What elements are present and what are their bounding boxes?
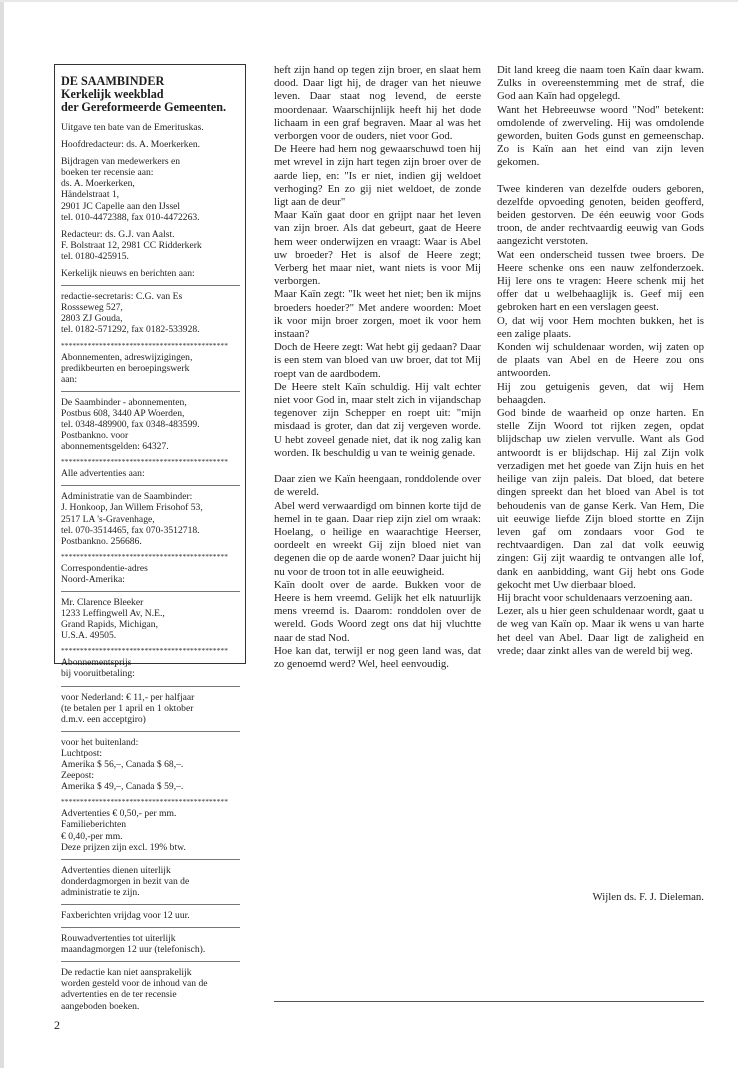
colophon-line: tel. 0348-489900, fax 0348-483599. xyxy=(61,418,200,430)
colophon-line: boeken ter recensie aan: xyxy=(61,167,154,179)
bottom-rule xyxy=(274,1001,704,1002)
colophon-line: worden gesteld voor de inhoud van de xyxy=(61,978,208,990)
colophon-line: tel. 010-4472388, fax 010-4472263. xyxy=(61,211,200,223)
colophon-divider xyxy=(61,485,240,486)
colophon-line: aan: xyxy=(61,373,77,385)
colophon-block xyxy=(61,737,240,792)
colophon-box xyxy=(54,64,246,1012)
article-signature: Wijlen ds. F. J. Dieleman. xyxy=(592,891,704,903)
article-paragraph: De Heere stelt Kaïn schuldig. Hij valt echter niet voor God in, maar stelt zich in vijandschap tegenover zijn Schepper en roept uit: "mijn misdaad is groter, dan dat zij vergeven worde. U hebt zoveel genade niet, dat ik nog zalig kan worden. Ik beschuldig u van te weinig genade. xyxy=(274,380,481,459)
article-paragraph: Maar Kaïn gaat door en grijpt naar het leven van zijn broer. Als dat gebeurt, gaat de Heere hem weer onderwijzen en vraagt: Waar is Abel uw broeder? Het is alsof de Heere zegt; Verberg het maar niet, want niets is voor Mij verborgen. xyxy=(274,209,481,288)
page-top-edge xyxy=(0,0,738,2)
colophon-divider xyxy=(61,731,240,732)
colophon-block xyxy=(61,491,240,546)
colophon-line: Bijdragen van medewerkers en xyxy=(61,156,181,168)
article-paragraph: De Heere had hem nog gewaarschuwd toen hij met wrevel in zijn hart tegen zijn broer over de aarde liep, en: "Is er niet, indien gij weldoet verhoging? En zo gij niet weldoet, de zonde ligt aan de deur" xyxy=(274,143,481,209)
colophon-block xyxy=(61,229,240,262)
article-paragraph: Daar zien we Kaïn heengaan, ronddolende over de wereld. xyxy=(274,473,481,499)
article-paragraph: heft zijn hand op tegen zijn broer, en slaat hem dood. Daar ligt hij, de drager van het nieuwe leven. Daar staat nog levend, de eerste moordenaar. Waarschijnlijk heeft hij het dode lichaam in een graf begraven. Maar al was het verborgen voor de ouders, niet voor God. xyxy=(274,64,481,143)
colophon-block xyxy=(61,291,240,335)
colophon-star-divider: ******************************************** xyxy=(61,457,228,467)
colophon-block xyxy=(61,122,240,133)
colophon-line: Uitgave ten bate van de Emerituskas. xyxy=(61,122,204,133)
colophon-line: abonnementsgelden: 64327. xyxy=(61,441,169,453)
colophon-line: ds. A. Moerkerken, xyxy=(61,178,135,190)
colophon-line: Rouwadvertenties tot uiterlijk xyxy=(61,933,176,945)
colophon-line: Zeepost: xyxy=(61,770,95,782)
colophon-line: Redacteur: ds. G.J. van Aalst. xyxy=(61,228,175,240)
colophon-block xyxy=(61,967,240,1011)
article-paragraph: Dit land kreeg die naam toen Kaïn daar kwam. Zulks in overeenstemming met de straf, die God aan Kaïn had opgelegd. xyxy=(497,64,704,103)
colophon-line: Luchtpost: xyxy=(61,747,103,759)
colophon-line: 2517 LA 's-Gravenhage, xyxy=(61,513,155,525)
colophon-line: tel. 070-3514465, fax 070-3512718. xyxy=(61,524,200,536)
colophon-block xyxy=(61,597,240,641)
article-paragraph: Konden wij schuldenaar worden, wij zaten op de plaats van Abel en de Heere zou ons antwoorden. xyxy=(497,341,704,380)
colophon-line: bij vooruitbetaling: xyxy=(61,668,135,680)
colophon-line: redactie-secretaris: C.G. van Es xyxy=(61,291,183,303)
colophon-block xyxy=(61,865,240,898)
colophon-title-line: Kerkelijk weekblad xyxy=(61,87,164,101)
colophon-line: advertenties en de ter recensie xyxy=(61,989,177,1001)
colophon-line: 1233 Leffingwell Av, N.E., xyxy=(61,608,165,620)
colophon-line: tel. 0180-425915. xyxy=(61,250,129,262)
colophon-line: Postbankno. 256686. xyxy=(61,535,142,547)
colophon-line: Rossseweg 527, xyxy=(61,302,123,314)
colophon-line: Postbus 608, 3440 AP Woerden, xyxy=(61,407,185,419)
colophon-line: De redactie kan niet aansprakelijk xyxy=(61,967,192,979)
colophon-block xyxy=(61,139,240,150)
colophon-line: Postbankno. voor xyxy=(61,430,129,442)
colophon-block xyxy=(61,692,240,725)
colophon-line: Advertenties dienen uiterlijk xyxy=(61,864,171,876)
colophon-block xyxy=(61,468,240,479)
colophon-line: Mr. Clarence Bleeker xyxy=(61,597,144,608)
colophon-block xyxy=(61,268,240,279)
colophon-line: maandagmorgen 12 uur (telefonisch). xyxy=(61,944,206,956)
colophon-block xyxy=(61,808,240,852)
article-paragraph: O, dat wij voor Hem mochten bukken, het is een zalige plaats. xyxy=(497,314,704,340)
colophon-block xyxy=(61,156,240,223)
article-paragraph: Hij bracht voor schuldenaars verzoening aan. xyxy=(497,591,693,604)
colophon-block xyxy=(61,910,240,921)
colophon-title xyxy=(61,75,240,114)
article-paragraph: Kaïn doolt over de aarde. Bukken voor de Heere is hem vreemd. Gelijk het elk natuurlijk mens vreemd is. Daarom: ronddolen over de wereld. Gods Woord zegt ons dat hij vluchtte naar de stad Nod. xyxy=(274,578,481,644)
colophon-line: administratie te zijn. xyxy=(61,886,140,898)
colophon-block xyxy=(61,933,240,955)
colophon-line: F. Bolstraat 12, 2981 CC Ridderkerk xyxy=(61,239,202,251)
colophon-line: U.S.A. 49505. xyxy=(61,630,117,642)
colophon-line: Händelstraat 1, xyxy=(61,189,120,201)
colophon-line: Noord-Amerika: xyxy=(61,573,125,585)
article-paragraph: God binde de waarheid op onze harten. En stelle Zijn Woord tot rijken zegen, opdat blijdschap uw zielen vervulle. Want als God antwoordt is er blijdschap. Hij zal Zijn volk verzadigen met het goede van Zijn huis en het heilige van zijn paleis. Dat bloed, dat betere dingen spreekt dan het bloed van Abel is tot behoudenis van de ganse Kerk. Van Hem, Die uit eeuwige liefde Zijn bloed stortte en Zijn leven gaf om zondaars voor God te rechtvaardigen. Dan zal dat volk eeuwig zingen: Gij zijt waardig te ontvangen alle lof, dank en aanbidding, want Gij hebt ons Gode gekocht met Uw dierbaar bloed. xyxy=(497,407,704,591)
colophon-line: Deze prijzen zijn excl. 19% btw. xyxy=(61,841,186,853)
colophon-star-divider: ******************************************** xyxy=(61,797,228,807)
colophon-block xyxy=(61,563,240,585)
colophon-line: Administratie van de Saambinder: xyxy=(61,491,193,503)
colophon-block xyxy=(61,397,240,452)
colophon-line: (te betalen per 1 april en 1 oktober xyxy=(61,702,194,714)
colophon-title-line: DE SAAMBINDER xyxy=(61,74,165,88)
colophon-line: Grand Rapids, Michigan, xyxy=(61,619,158,631)
colophon-line: voor Nederland: € 11,- per halfjaar xyxy=(61,691,195,703)
colophon-line: De Saambinder - abonnementen, xyxy=(61,396,187,408)
colophon-line: aangeboden boeken. xyxy=(61,1000,140,1012)
colophon-line: tel. 0182-571292, fax 0182-533928. xyxy=(61,324,200,336)
article-paragraph: Hij zou getuigenis geven, dat wij Hem behaagden. xyxy=(497,380,704,406)
colophon-blocks xyxy=(61,122,240,1012)
article-paragraph: Hoe kan dat, terwijl er nog geen land was, dat zo genoemd werd? Wel, heel eenvoudig. xyxy=(274,644,481,670)
colophon-block xyxy=(61,352,240,385)
colophon-divider xyxy=(61,904,240,905)
article-paragraph: Abel werd verwaardigd om binnen korte tijd de hemel in te gaan. Daar riep zijn ziel om wraak: Hoelang, o heilige en waarachtige Heerser, oordeelt en wreekt Gij zijn bloed niet van degenen die op de aarde wonen? Daar juicht hij nu voor de troon tot in alle eeuwigheid. xyxy=(274,499,481,578)
colophon-line: Abonnementsprijs xyxy=(61,657,132,669)
article-paragraph: Want het Hebreeuwse woord "Nod" betekent: omdolende of zwerveling. Hij was omdolende geworden, buiten Gods gunst en gemeenschap. Zo is Kaïn aan het eind van zijn leven gekomen. xyxy=(497,103,704,169)
colophon-line: 2901 JC Capelle aan den IJssel xyxy=(61,200,181,212)
colophon-line: € 0,40,-per mm. xyxy=(61,830,123,842)
colophon-line: Amerika $ 56,–, Canada $ 68,–. xyxy=(61,759,184,771)
colophon-divider xyxy=(61,391,240,392)
page-edge-shadow xyxy=(0,0,4,1068)
article-paragraph: Twee kinderen van dezelfde ouders geboren, dezelfde opvoeding genoten, beiden geofferd, beiden gestorven. De één eeuwig voor Gods troon, de ander rechtvaardig eeuwig van Gods aangezicht verstoten. xyxy=(497,182,704,248)
colophon-divider xyxy=(61,859,240,860)
page-number: 2 xyxy=(54,1018,60,1032)
colophon-divider xyxy=(61,927,240,928)
colophon-star-divider: ******************************************** xyxy=(61,551,228,561)
colophon-line: Kerkelijk nieuws en berichten aan: xyxy=(61,268,195,280)
colophon-divider xyxy=(61,591,240,592)
colophon-line: donderdagmorgen in bezit van de xyxy=(61,875,190,887)
colophon-divider xyxy=(61,285,240,286)
colophon-line: Advertenties € 0,50,- per mm. xyxy=(61,808,177,820)
colophon-divider xyxy=(61,686,240,687)
colophon-title-line: der Gereformeerde Gemeenten. xyxy=(61,100,227,114)
colophon-line: J. Honkoop, Jan Willem Frisohof 53, xyxy=(61,502,203,514)
colophon-line: Amerika $ 49,–, Canada $ 59,–. xyxy=(61,781,184,793)
colophon-divider xyxy=(61,961,240,962)
colophon-line: Faxberichten vrijdag voor 12 uur. xyxy=(61,909,190,921)
colophon-star-divider: ******************************************** xyxy=(61,646,228,656)
colophon-line: Hoofdredacteur: ds. A. Moerkerken. xyxy=(61,139,201,151)
colophon-line: Correspondentie-adres xyxy=(61,562,148,574)
article-paragraph: Lezer, als u hier geen schuldenaar wordt, gaat u de weg van Kaïn op. Maar ik wens u van harte het deel van Abel. Daar ligt de zaligheid en vrede; daar zinkt alles van de wereld bij weg. xyxy=(497,605,704,657)
colophon-line: predikbeurten en beroepingswerk xyxy=(61,362,190,374)
colophon-line: d.m.v. een acceptgiro) xyxy=(61,713,146,725)
colophon-block xyxy=(61,657,240,679)
article-paragraph: Doch de Heere zegt: Wat hebt gij gedaan? Daar is een stem van bloed van uw broer, dat tot Mij roept van de aardbodem. xyxy=(274,341,481,380)
article-column-2 xyxy=(274,64,481,671)
colophon-line: Abonnementen, adreswijzigingen, xyxy=(61,351,193,363)
colophon-line: voor het buitenland: xyxy=(61,736,139,748)
colophon-line: Alle advertenties aan: xyxy=(61,468,145,480)
article-paragraph: Maar Kaïn zegt: "Ik weet het niet; ben ik mijns broeders hoeder?" Met andere woorden: Moet ik voor mijn broer zorgen, moet ik voor hem instaan? xyxy=(274,288,481,341)
colophon-star-divider: ******************************************** xyxy=(61,340,228,350)
colophon-line: Familieberichten xyxy=(61,819,127,831)
article-column-3 xyxy=(497,64,704,658)
colophon-line: 2803 ZJ Gouda, xyxy=(61,313,123,325)
article-paragraph: Wat een onderscheid tussen twee broers. De Heere schenke ons een nauw zelfonderzoek. Hij lere ons te vragen: Heere schenk mij het offer dat u welbehaaglijk is. Geef mij een gebroken hart en een verslagen geest. xyxy=(497,248,704,314)
